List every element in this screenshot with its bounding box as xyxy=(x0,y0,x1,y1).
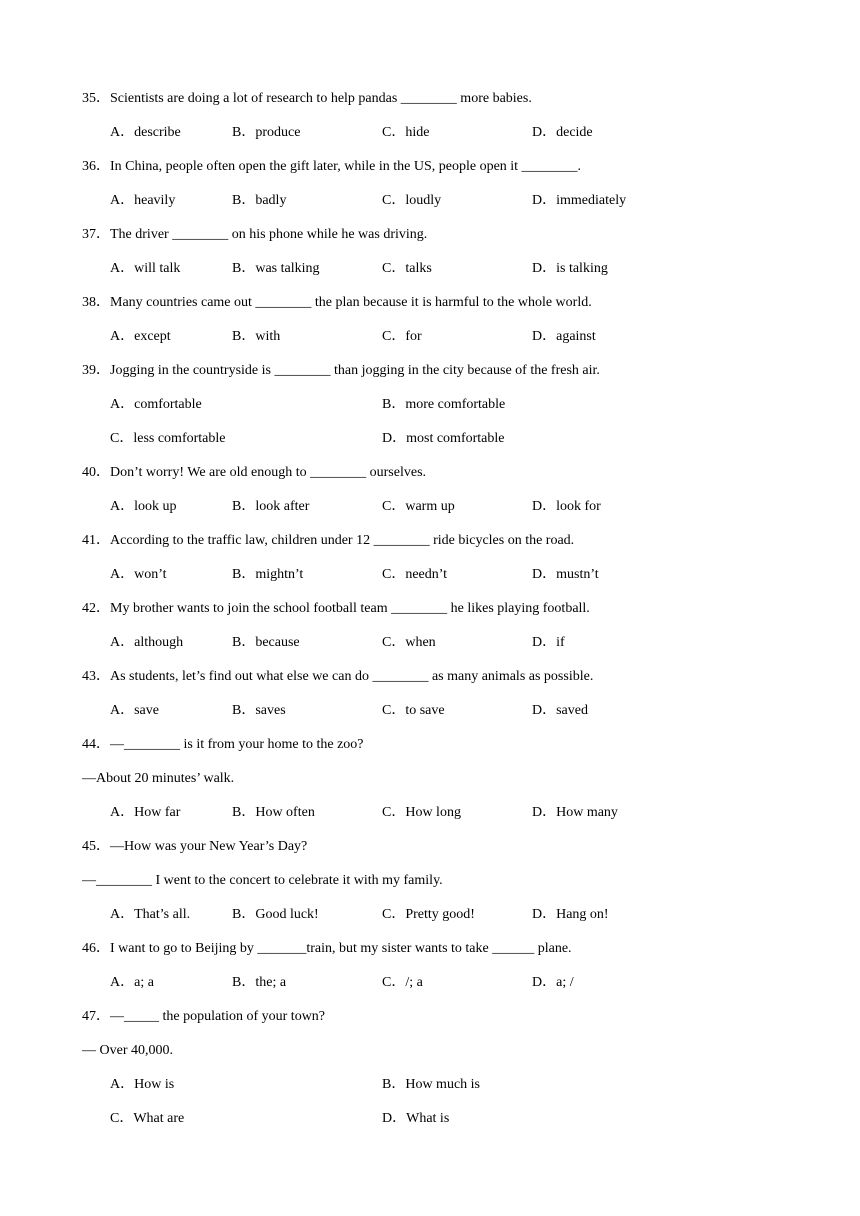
answer-option: A．describe xyxy=(110,125,181,140)
answer-option: B．look after xyxy=(232,499,310,514)
answer-option: A．although xyxy=(110,635,184,650)
answer-option: B．How much is xyxy=(382,1077,480,1092)
question-text: 43．As students, let’s find out what else we can do ________ as many animals as possible. xyxy=(82,669,594,684)
answer-options xyxy=(82,904,782,938)
answer-option: D．What is xyxy=(382,1111,450,1126)
answer-option: A．except xyxy=(110,329,171,344)
question-text: 42．My brother wants to join the school football team ________ he likes playing football. xyxy=(82,601,590,616)
question-text: 39．Jogging in the countryside is ________ than jogging in the city because of the fresh air. xyxy=(82,363,600,378)
answer-options xyxy=(82,122,782,156)
question-text: 46．I want to go to Beijing by _______train, but my sister wants to take ______ plane. xyxy=(82,941,572,956)
answer-option: A．heavily xyxy=(110,193,176,208)
question-text: —________ I went to the concert to celebrate it with my family. xyxy=(82,873,443,888)
answer-option: C．needn’t xyxy=(382,567,448,582)
answer-options xyxy=(82,428,782,462)
answer-options xyxy=(82,632,782,666)
answer-option: D．saved xyxy=(532,703,588,718)
answer-option: A．comfortable xyxy=(110,397,202,412)
answer-option: C．warm up xyxy=(382,499,455,514)
question-text: 37．The driver ________ on his phone while he was driving. xyxy=(82,227,428,242)
question-list xyxy=(82,88,782,1142)
answer-options xyxy=(82,1108,782,1142)
question-text: 36．In China, people often open the gift later, while in the US, people open it ________. xyxy=(82,159,582,174)
answer-option: C．hide xyxy=(382,125,430,140)
answer-option: C．to save xyxy=(382,703,445,718)
answer-options xyxy=(82,326,782,360)
answer-option: A．look up xyxy=(110,499,177,514)
answer-option: B．the; a xyxy=(232,975,287,990)
answer-option: D．immediately xyxy=(532,193,627,208)
question-text: — Over 40,000. xyxy=(82,1043,173,1058)
answer-option: B．was talking xyxy=(232,261,320,276)
answer-option: B．mightn’t xyxy=(232,567,304,582)
answer-option: A．will talk xyxy=(110,261,181,276)
answer-option: C．How long xyxy=(382,805,461,820)
answer-options xyxy=(82,700,782,734)
answer-option: D．if xyxy=(532,635,565,650)
answer-option: B．with xyxy=(232,329,281,344)
answer-option: B．Good luck! xyxy=(232,907,319,922)
answer-option: D．against xyxy=(532,329,596,344)
answer-option: D．a; / xyxy=(532,975,574,990)
question-text: 41．According to the traffic law, children under 12 ________ ride bicycles on the road. xyxy=(82,533,575,548)
answer-option: A．won’t xyxy=(110,567,167,582)
answer-option: D．How many xyxy=(532,805,618,820)
question-text: 44．—________ is it from your home to the zoo? xyxy=(82,737,364,752)
answer-option: C．What are xyxy=(110,1111,185,1126)
answer-option: D．Hang on! xyxy=(532,907,609,922)
answer-options xyxy=(82,972,782,1006)
answer-option: A．How is xyxy=(110,1077,175,1092)
answer-option: B．more comfortable xyxy=(382,397,506,412)
answer-options xyxy=(82,496,782,530)
answer-option: A．a; a xyxy=(110,975,154,990)
question-text: —About 20 minutes’ walk. xyxy=(82,771,235,786)
question-text: 45．—How was your New Year’s Day? xyxy=(82,839,308,854)
answer-options xyxy=(82,564,782,598)
answer-option: B．saves xyxy=(232,703,286,718)
answer-option: D．look for xyxy=(532,499,601,514)
answer-option: D．most comfortable xyxy=(382,431,505,446)
question-text: 38．Many countries came out ________ the plan because it is harmful to the whole world. xyxy=(82,295,592,310)
answer-options xyxy=(82,394,782,428)
question-text: 47．—_____ the population of your town? xyxy=(82,1009,326,1024)
answer-options xyxy=(82,1074,782,1108)
answer-option: C．less comfortable xyxy=(110,431,226,446)
answer-option: B．badly xyxy=(232,193,287,208)
answer-option: C．Pretty good! xyxy=(382,907,475,922)
answer-option: C．for xyxy=(382,329,422,344)
answer-option: B．How often xyxy=(232,805,315,820)
answer-option: A．How far xyxy=(110,805,181,820)
answer-option: D．mustn’t xyxy=(532,567,599,582)
answer-option: D．decide xyxy=(532,125,593,140)
answer-option: B．because xyxy=(232,635,300,650)
answer-option: D．is talking xyxy=(532,261,608,276)
answer-options xyxy=(82,258,782,292)
answer-option: A．save xyxy=(110,703,159,718)
answer-option: C．loudly xyxy=(382,193,442,208)
answer-option: A．That’s all. xyxy=(110,907,191,922)
answer-option: C．when xyxy=(382,635,436,650)
question-text: 40．Don’t worry! We are old enough to ________ ourselves. xyxy=(82,465,427,480)
answer-options xyxy=(82,802,782,836)
answer-option: B．produce xyxy=(232,125,301,140)
answer-options xyxy=(82,190,782,224)
answer-option: C．talks xyxy=(382,261,432,276)
question-text: 35．Scientists are doing a lot of research to help pandas ________ more babies. xyxy=(82,91,532,106)
answer-option: C．/; a xyxy=(382,975,423,990)
